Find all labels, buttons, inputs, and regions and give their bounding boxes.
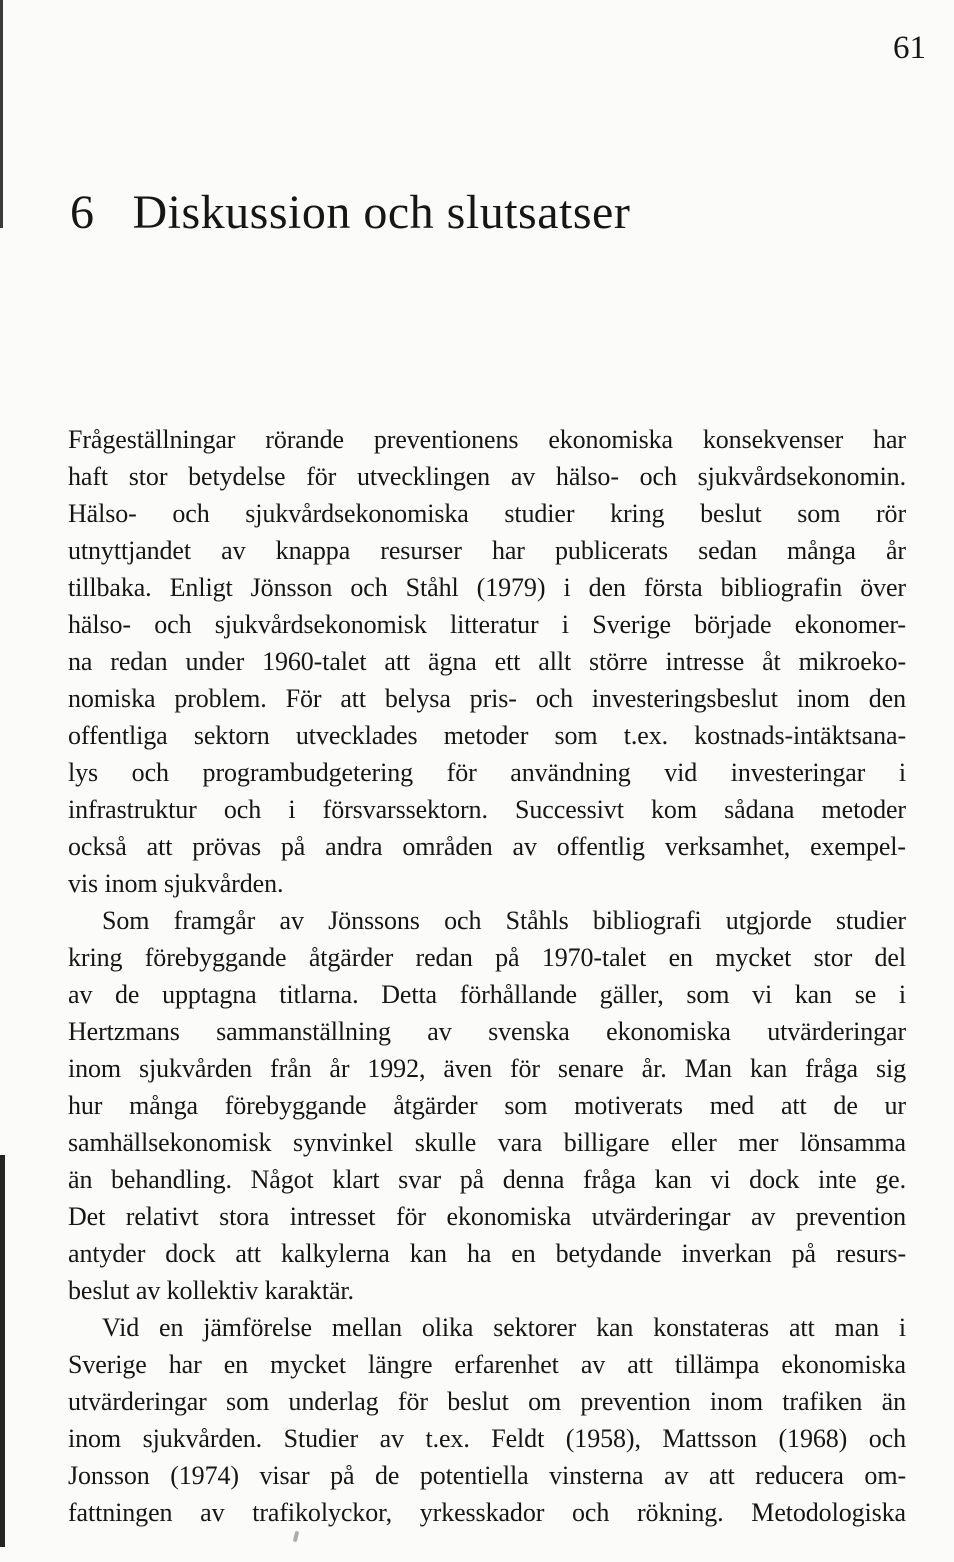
text-line: samhällsekonomisk synvinkel skulle vara billigare eller mer lönsamma bbox=[68, 1128, 906, 1157]
text-line: antyder dock att kalkylerna kan ha en betydande inverkan på resurs- bbox=[68, 1239, 906, 1268]
text-line: än behandling. Något klart svar på denna fråga kan vi dock inte ge. bbox=[68, 1165, 906, 1194]
scan-artifact-speck bbox=[293, 1531, 300, 1543]
chapter-title: Diskussion och slutsatser bbox=[132, 186, 631, 239]
text-line: vis inom sjukvården. bbox=[68, 869, 284, 898]
text-line: infrastruktur och i försvarssektorn. Successivt kom sådana metoder bbox=[68, 795, 906, 824]
text-line: Hertzmans sammanställning av svenska ekonomiska utvärderingar bbox=[68, 1017, 906, 1046]
paragraph bbox=[68, 902, 906, 1309]
text-line: också att prövas på andra områden av offentlig verksamhet, exempel- bbox=[68, 832, 906, 861]
text-line: beslut av kollektiv karaktär. bbox=[68, 1276, 354, 1305]
text-line: hur många förebyggande åtgärder som motiverats med att de ur bbox=[68, 1091, 906, 1120]
text-line: Sverige har en mycket längre erfarenhet av att tillämpa ekonomiska bbox=[68, 1350, 906, 1379]
text-line: nomiska problem. För att belysa pris- och investeringsbeslut inom den bbox=[68, 684, 906, 713]
text-line: fattningen av trafikolyckor, yrkesskador och rökning. Metodologiska bbox=[68, 1498, 906, 1527]
paragraph bbox=[68, 1309, 906, 1531]
text-line: utvärderingar som underlag för beslut om prevention inom trafiken än bbox=[68, 1387, 906, 1416]
text-line: Som framgår av Jönssons och Ståhls bibliografi utgjorde studier bbox=[102, 906, 906, 935]
text-line: Det relativt stora intresset för ekonomiska utvärderingar av prevention bbox=[68, 1202, 906, 1231]
text-line: Vid en jämförelse mellan olika sektorer kan konstateras att man i bbox=[102, 1313, 906, 1342]
chapter-number: 6 bbox=[70, 186, 95, 239]
text-line: inom sjukvården från år 1992, även för senare år. Man kan fråga sig bbox=[68, 1054, 906, 1083]
text-line: lys och programbudgetering för användning vid investeringar i bbox=[68, 758, 906, 787]
page-number: 61 bbox=[893, 30, 926, 66]
scan-artifact-left-top-line bbox=[0, 0, 3, 228]
chapter-heading bbox=[70, 184, 914, 242]
text-line: na redan under 1960-talet att ägna ett allt större intresse åt mikroeko- bbox=[68, 647, 906, 676]
text-line: offentliga sektorn utvecklades metoder som t.ex. kostnads-intäktsana- bbox=[68, 721, 906, 750]
text-line: Frågeställningar rörande preventionens ekonomiska konsekvenser har bbox=[68, 425, 906, 454]
body-text bbox=[68, 421, 906, 1531]
paragraph bbox=[68, 421, 906, 902]
text-line: tillbaka. Enligt Jönsson och Ståhl (1979) i den första bibliografin över bbox=[68, 573, 906, 602]
text-line: hälso- och sjukvårdsekonomisk litteratur i Sverige började ekonomer- bbox=[68, 610, 906, 639]
scan-artifact-left-bottom-line bbox=[0, 1155, 5, 1547]
text-line: av de upptagna titlarna. Detta förhållande gäller, som vi kan se i bbox=[68, 980, 906, 1009]
text-line: Hälso- och sjukvårdsekonomiska studier kring beslut som rör bbox=[68, 499, 906, 528]
text-line: Jonsson (1974) visar på de potentiella vinsterna av att reducera om- bbox=[68, 1461, 906, 1490]
text-line: kring förebyggande åtgärder redan på 1970-talet en mycket stor del bbox=[68, 943, 906, 972]
text-line: utnyttjandet av knappa resurser har publicerats sedan många år bbox=[68, 536, 906, 565]
text-line: inom sjukvården. Studier av t.ex. Feldt (1958), Mattsson (1968) och bbox=[68, 1424, 906, 1453]
text-line: haft stor betydelse för utvecklingen av hälso- och sjukvårdsekonomin. bbox=[68, 462, 906, 491]
